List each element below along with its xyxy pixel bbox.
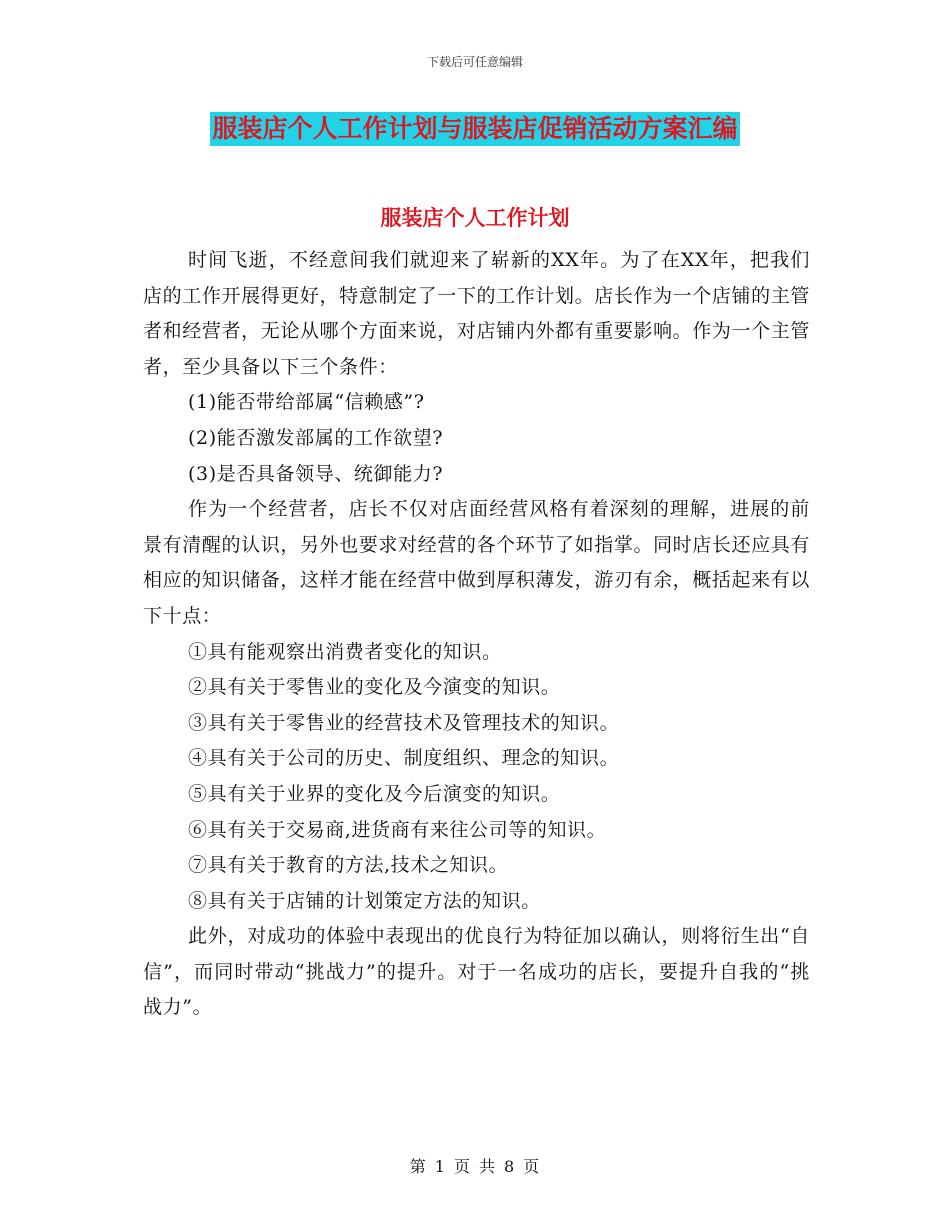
- main-title-container: [0, 112, 950, 146]
- footer-word: 共: [479, 1157, 497, 1176]
- paragraph-intro: 时间飞逝，不经意间我们就迎来了崭新的XX年。为了在XX年，把我们店的工作开展得更好，特意制定了一下的工作计划。店长作为一个店铺的主管者和经营者，无论从哪个方面来说，对店铺内外都有重要影响。作为一个主管者，至少具备以下三个条件：: [143, 249, 810, 378]
- paragraph-manager: 作为一个经营者，店长不仅对店面经营风格有着深刻的理解，进展的前景有清醒的认识，另外也要求对经营的各个环节了如指掌。同时店长还应具有相应的知识储备，这样才能在经营中做到厚积薄发，游刃有余，概括起来有以下十点：: [143, 498, 810, 627]
- condition-item: (3)是否具备领导、统御能力?: [188, 462, 444, 485]
- page-total: 8: [504, 1157, 516, 1176]
- footer-word: 页: [453, 1157, 471, 1176]
- knowledge-item: ④具有关于公司的历史、制度组织、理念的知识。: [188, 747, 620, 770]
- main-title: 服装店个人工作计划与服装店促销活动方案汇编: [210, 112, 739, 146]
- header-note: 下载后可任意编辑: [426, 55, 523, 69]
- knowledge-item: ②具有关于零售业的变化及今演变的知识。: [188, 676, 561, 699]
- footer-word: 第: [409, 1157, 427, 1176]
- footer-word: 页: [523, 1157, 541, 1176]
- knowledge-item: ①具有能观察出消费者变化的知识。: [188, 640, 502, 663]
- knowledge-item: ⑦具有关于教育的方法,技术之知识。: [188, 854, 509, 877]
- condition-item: (1)能否带给部属“信赖感”?: [188, 391, 425, 414]
- page-number: 1: [434, 1157, 446, 1176]
- knowledge-item: ⑥具有关于交易商,进货商有来往公司等的知识。: [188, 818, 607, 841]
- paragraph-confidence: 此外，对成功的体验中表现出的优良行为特征加以确认，则将衍生出“自信”，而同时带动“挑战力”的提升。对于一名成功的店长，要提升自我的“挑战力”。: [143, 925, 810, 1019]
- document-body: [143, 243, 810, 1026]
- condition-item: (2)能否激发部属的工作欲望?: [188, 426, 444, 449]
- knowledge-item: ⑧具有关于店铺的计划策定方法的知识。: [188, 889, 541, 912]
- section-title: 服装店个人工作计划: [380, 205, 570, 230]
- page-footer: [0, 1154, 950, 1177]
- knowledge-item: ⑤具有关于业界的变化及今后演变的知识。: [188, 782, 561, 805]
- knowledge-item: ③具有关于零售业的经营技术及管理技术的知识。: [188, 711, 620, 734]
